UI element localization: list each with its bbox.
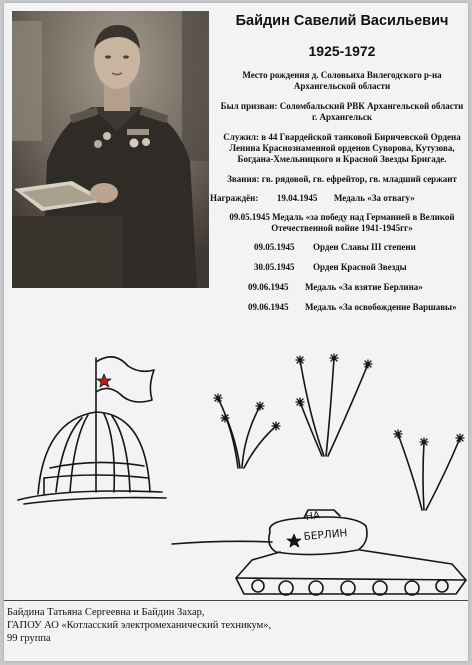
drafted-value: Соломбальский РВК Архангельской области г. Архангельск bbox=[279, 101, 464, 122]
caption-line-2: ГАПОУ АО «Котласский электромеханический техникум», bbox=[7, 620, 272, 631]
award-row-2 bbox=[218, 212, 466, 234]
award-row-1 bbox=[210, 193, 466, 204]
tank-drawing bbox=[172, 510, 466, 595]
award-row-4 bbox=[254, 262, 466, 273]
award-date: 30.05.1945 bbox=[254, 262, 295, 272]
tank-slogan-line1: НА bbox=[304, 510, 321, 523]
award-text: Орден Красной Звезды bbox=[313, 262, 407, 272]
drafted-label: Был призван: bbox=[220, 101, 278, 111]
award-text: Медаль «За освобождение Варшавы» bbox=[305, 302, 457, 312]
child-drawing bbox=[4, 288, 468, 608]
person-name: Байдин Савелий Васильевич bbox=[235, 13, 449, 29]
award-text: Медаль «За отвагу» bbox=[333, 193, 415, 203]
fireworks-drawing bbox=[214, 354, 464, 510]
birthplace-block bbox=[218, 70, 466, 92]
awarded-label: Награждён: bbox=[210, 193, 259, 203]
caption-line-1: Байдина Татьяна Сергеевна и Байдин Захар, bbox=[7, 607, 205, 618]
ranks-value: гв. рядовой, гв. ефрейтор, гв. младший сержант bbox=[261, 174, 457, 184]
award-date: 19.04.1945 bbox=[276, 193, 318, 203]
award-date: 09.05.1945 bbox=[229, 212, 270, 222]
reichstag-dome-drawing bbox=[18, 358, 166, 504]
award-date: 09.06.1945 bbox=[248, 302, 289, 312]
birthplace-value: д. Соловьиха Вилегодского р-на Архангельской области bbox=[293, 70, 442, 91]
award-text: Медаль «За взятие Берлина» bbox=[305, 282, 423, 292]
portrait-image bbox=[12, 11, 209, 288]
served-label: Служил: bbox=[223, 132, 259, 142]
award-date: 09.06.1945 bbox=[248, 282, 289, 292]
biography-panel bbox=[210, 11, 466, 313]
award-row-3 bbox=[254, 242, 466, 253]
soldier-portrait-photo bbox=[12, 11, 209, 288]
award-text: Орден Славы III степени bbox=[313, 242, 416, 252]
victory-flag-drawing bbox=[96, 357, 154, 402]
birthplace-label: Место рождения bbox=[242, 70, 310, 80]
ranks-label: Звания: bbox=[227, 174, 260, 184]
person-years: 1925-1972 bbox=[308, 43, 376, 59]
authors-caption bbox=[4, 600, 468, 661]
ranks-block bbox=[218, 174, 466, 185]
award-date: 09.05.1945 bbox=[254, 242, 295, 252]
caption-line-3: 99 группа bbox=[7, 633, 51, 644]
served-value: в 44 Гвардейской танковой Биричевской Ордена Ленина Краснознаменной орденов Суворова, Кутузова, Богдана-Хмельницкого и Красной Звезды Бригаде. bbox=[229, 132, 461, 164]
poster-sheet bbox=[4, 3, 468, 661]
served-block bbox=[218, 132, 466, 165]
drafted-block bbox=[218, 101, 466, 123]
tank-slogan-line2: БЕРЛИН bbox=[303, 527, 348, 543]
award-text: Медаль «за победу над Германией в Великой Отечественной войне 1941-1945гг» bbox=[271, 212, 455, 233]
